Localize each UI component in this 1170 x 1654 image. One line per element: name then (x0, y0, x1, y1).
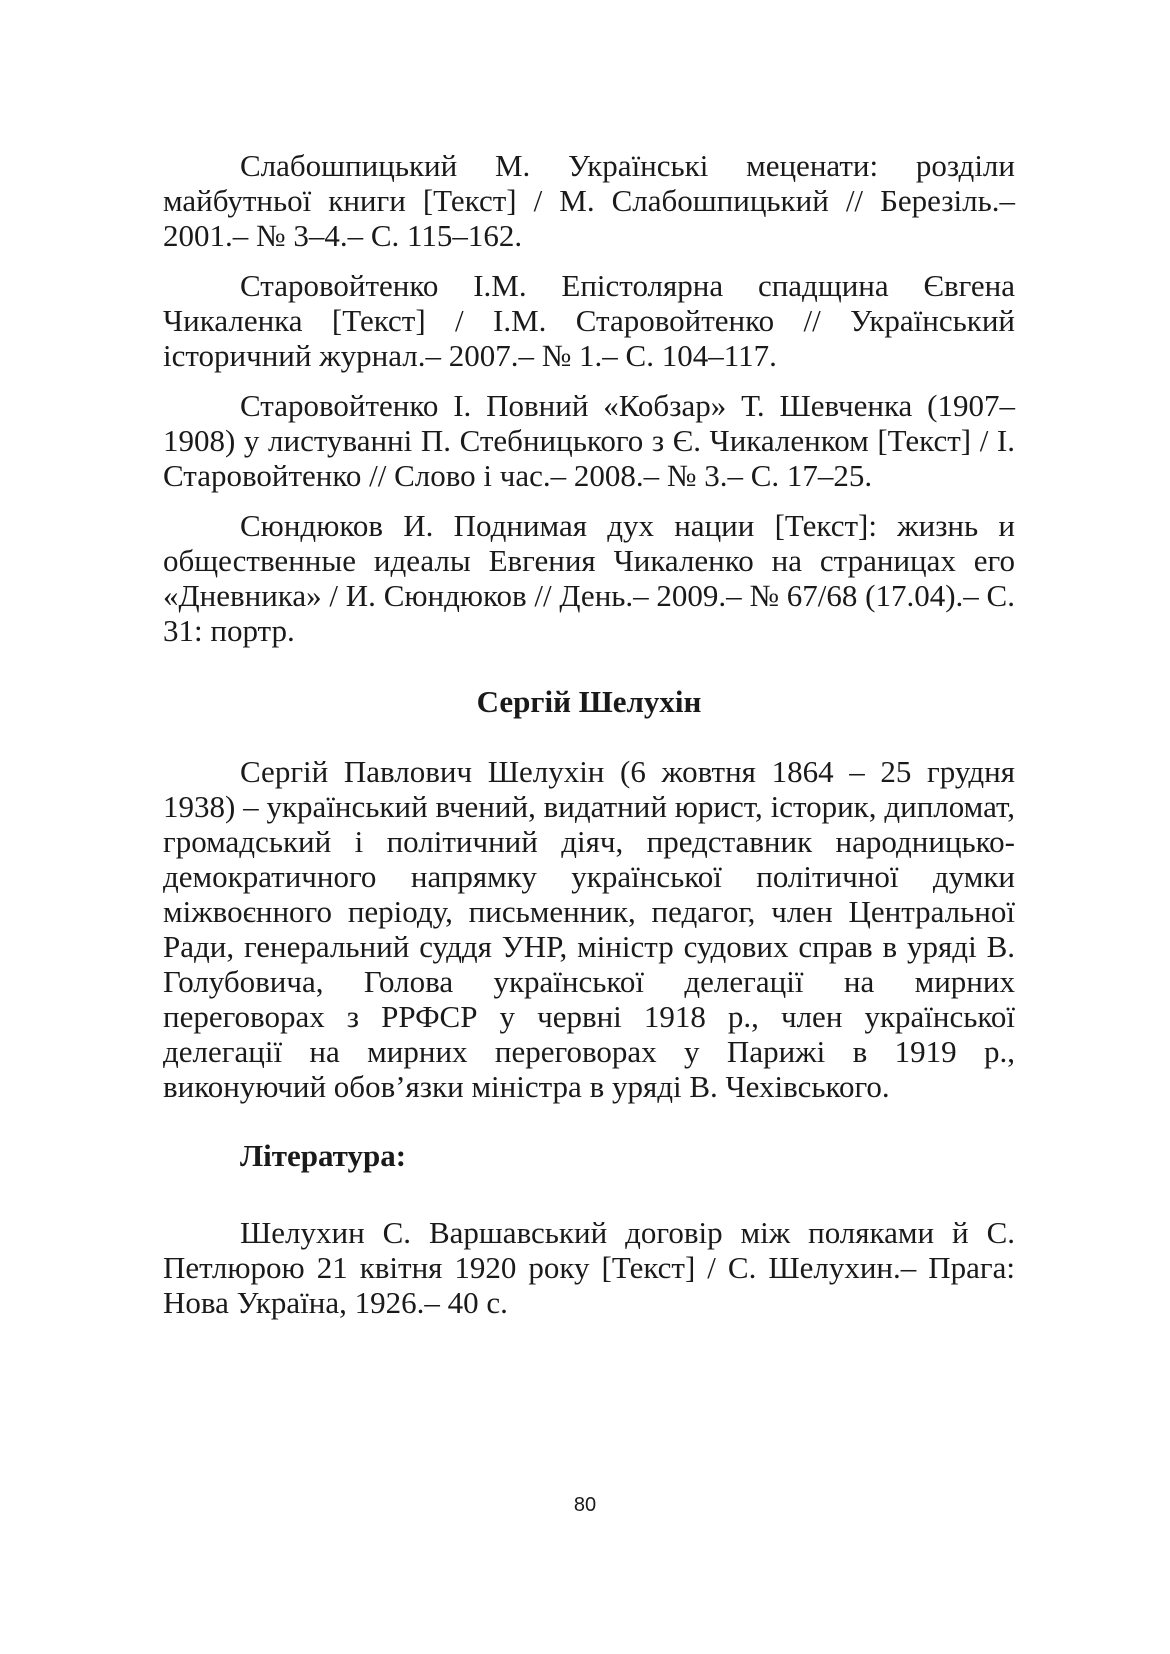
literature-heading: Література: (240, 1138, 407, 1173)
page-body (163, 148, 1015, 1320)
literature-entry: Шелухин С. Варшавський договір між поляками й С. Петлюрою 21 квітня 1920 року [Текст] / С. Шелухин.– Прага: Нова Україна, 1926.– 40 с. (163, 1215, 1015, 1320)
reference-entry: Слабошпицький М. Українські меценати: розділи майбутньої книги [Текст] / М. Слабошпицький // Березіль.– 2001.– № 3–4.– С. 115–162. (163, 148, 1015, 253)
reference-entry: Старовойтенко І.М. Епістолярна спадщина Євгена Чикаленка [Текст] / І.М. Старовойтенко // Український історичний журнал.– 2007.– № 1.– С. 104–117. (163, 268, 1015, 373)
section-heading: Сергій Шелухін (476, 684, 702, 719)
reference-entry: Сюндюков И. Поднимая дух нации [Текст]: жизнь и общественные идеалы Евгения Чикаленко на страницах его «Дневника» / И. Сюндюков // День.– 2009.– № 67/68 (17.04).– С. 31: портр. (163, 508, 1015, 648)
reference-entry: Старовойтенко І. Повний «Кобзар» Т. Шевченка (1907–1908) у листуванні П. Стебницького з Є. Чикаленком [Текст] / І. Старовойтенко // Слово і час.– 2008.– № 3.– С. 17–25. (163, 388, 1015, 493)
page-number: 80 (573, 1494, 597, 1516)
biography-paragraph: Сергій Павлович Шелухін (6 жовтня 1864 – 25 грудня 1938) – український вчений, видатний юрист, історик, дипломат, громадський і політичний діяч, представник народницько-демократичного напрямку української політичної думки міжвоєнного періоду, письменник, педагог, член Центральної Ради, генеральний суддя УНР, міністр судових справ в уряді В. Голубовича, Голова української делегації на мирних переговорах з РРФСР у червні 1918 р., член української делегації на мирних переговорах у Парижі в 1919 р., виконуючий обов’язки міністра в уряді В. Чехівського. (163, 754, 1015, 1104)
